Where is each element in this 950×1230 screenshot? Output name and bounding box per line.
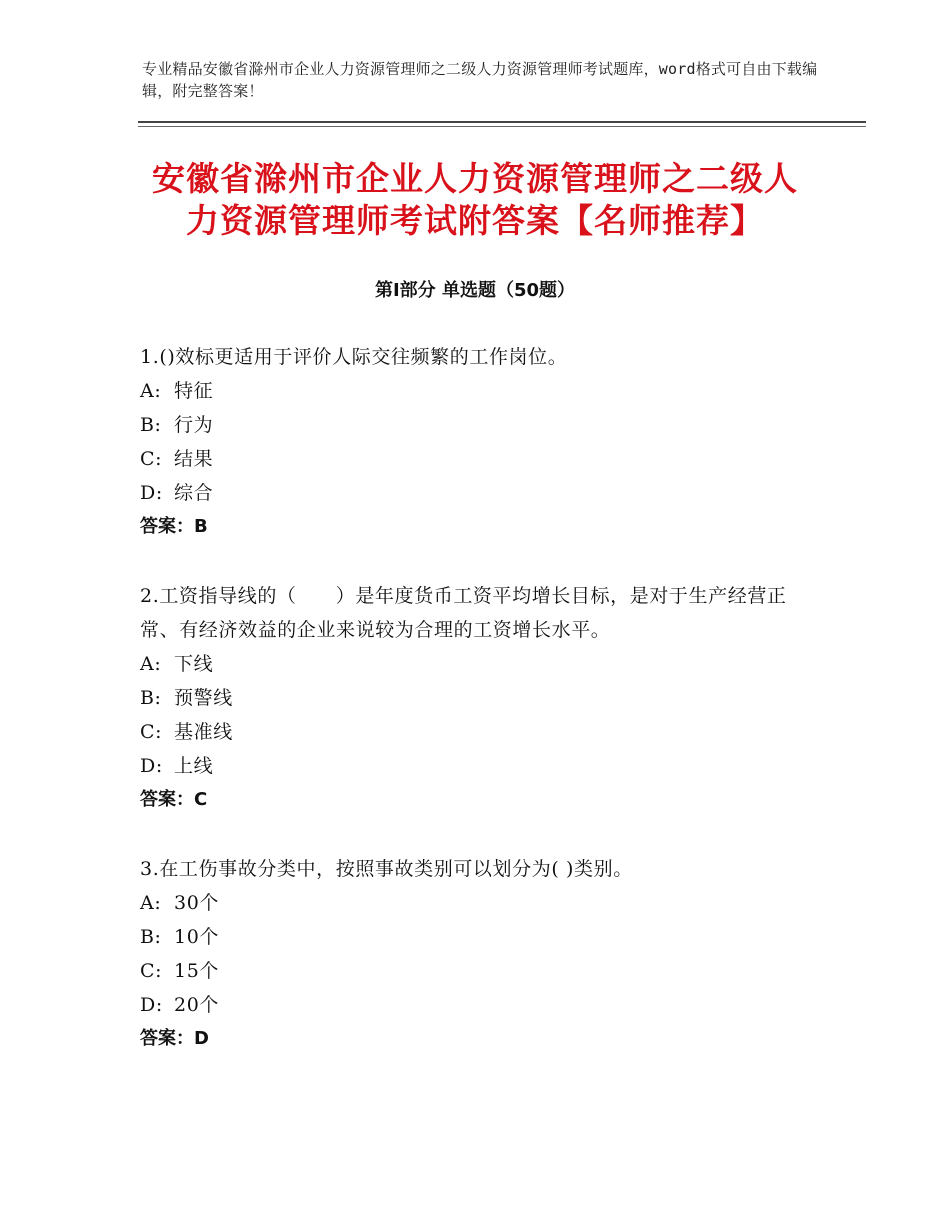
option-a	[140, 374, 800, 408]
option-b	[140, 681, 800, 715]
answer-line: 答案：B	[140, 516, 208, 537]
option-d	[140, 988, 800, 1022]
option-d	[140, 749, 800, 783]
option-key: B:	[140, 414, 162, 436]
option-text: 10个	[174, 926, 219, 948]
option-text: 20个	[174, 994, 219, 1016]
option-key: A:	[140, 380, 162, 402]
option-c	[140, 954, 800, 988]
answer-line: 答案：C	[140, 789, 208, 810]
header-note: 专业精品安徽省滁州市企业人力资源管理师之二级人力资源管理师考试题库，word格式可自由下载编辑，附完整答案！	[142, 60, 818, 100]
option-c	[140, 715, 800, 749]
option-text: 预警线	[174, 687, 233, 709]
option-text: 30个	[174, 892, 219, 914]
option-key: D:	[140, 994, 163, 1016]
option-c	[140, 442, 800, 476]
section-title: 第Ⅰ部分 单选题（50题）	[374, 280, 575, 301]
option-text: 特征	[174, 380, 214, 402]
option-text: 15个	[174, 960, 219, 982]
question-stem: 1.()效标更适用于评价人际交往频繁的工作岗位。	[140, 346, 568, 368]
header-rule-thin	[138, 126, 866, 127]
option-text: 上线	[174, 755, 214, 777]
question-3	[140, 852, 800, 1056]
option-key: D:	[140, 482, 163, 504]
option-a	[140, 886, 800, 920]
option-key: A:	[140, 653, 162, 675]
option-key: B:	[140, 687, 162, 709]
option-text: 综合	[174, 482, 214, 504]
option-key: C:	[140, 721, 163, 743]
question-1	[140, 340, 800, 544]
option-text: 基准线	[174, 721, 233, 743]
option-a	[140, 647, 800, 681]
option-key: C:	[140, 960, 163, 982]
option-text: 行为	[174, 414, 214, 436]
option-d	[140, 476, 800, 510]
option-key: D:	[140, 755, 163, 777]
option-key: A:	[140, 892, 162, 914]
option-key: B:	[140, 926, 162, 948]
answer-line: 答案：D	[140, 1028, 209, 1049]
option-b	[140, 920, 800, 954]
option-key: C:	[140, 448, 163, 470]
document-title: 安徽省滁州市企业人力资源管理师之二级人力资源管理师考试附答案【名师推荐】	[152, 159, 798, 240]
option-b	[140, 408, 800, 442]
option-text: 下线	[174, 653, 214, 675]
header-rule-thick	[138, 121, 866, 123]
option-text: 结果	[174, 448, 214, 470]
question-stem: 2.工资指导线的（ ）是年度货币工资平均增长目标，是对于生产经营正常、有经济效益的企业来说较为合理的工资增长水平。	[140, 585, 787, 641]
question-stem: 3.在工伤事故分类中，按照事故类别可以划分为( )类别。	[140, 858, 633, 880]
question-2	[140, 579, 800, 817]
